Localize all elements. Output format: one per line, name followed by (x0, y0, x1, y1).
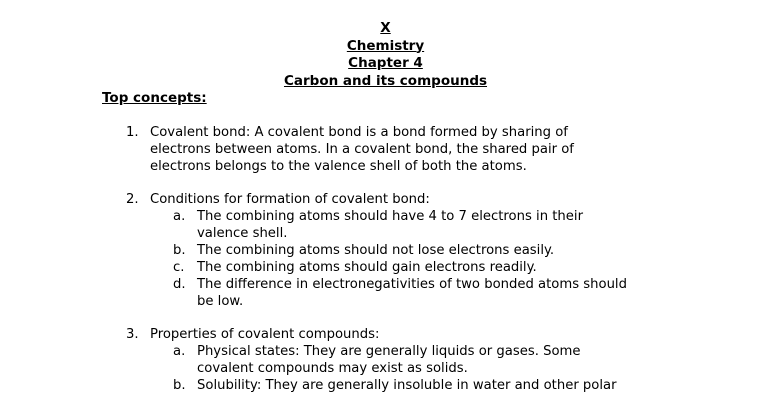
sub-item-letter: c. (173, 260, 185, 275)
sub-item-text (197, 242, 677, 259)
sub-item (0, 208, 771, 242)
text-line: be low. (197, 294, 244, 309)
sub-item-text (197, 343, 677, 377)
sub-item (0, 242, 771, 259)
text-line: Physical states: They are generally liquids or gases. Some (197, 344, 581, 359)
sub-item-letter: b. (173, 243, 186, 258)
sub-item-text (197, 259, 677, 276)
text-line: covalent compounds may exist as solids. (197, 361, 468, 376)
item-number: 3. (126, 327, 139, 342)
sub-item (0, 276, 771, 310)
sub-item (0, 259, 771, 276)
class-label: X (380, 20, 391, 36)
sub-item-letter: b. (173, 378, 186, 393)
text-line: electrons belongs to the valence shell of both the atoms. (150, 159, 527, 174)
list-item (0, 326, 771, 394)
sub-item-letter: a. (173, 344, 186, 359)
item-text: Conditions for formation of covalent bond: (150, 192, 430, 207)
section-heading: Top concepts: (102, 90, 207, 106)
chapter-label: Chapter 4 (348, 55, 423, 71)
sub-item-letter: a. (173, 209, 186, 224)
item-number: 2. (126, 192, 139, 207)
sub-item-text (197, 208, 677, 242)
sub-item (0, 377, 771, 394)
item-number: 1. (126, 125, 139, 140)
sub-item-text (197, 377, 677, 394)
text-line: electrons between atoms. In a covalent bond, the shared pair of (150, 142, 574, 157)
list-item (0, 191, 771, 310)
document-header (0, 20, 771, 90)
text-line: Solubility: They are generally insoluble in water and other polar (197, 378, 617, 393)
item-text (150, 124, 650, 175)
text-line: The difference in electronegativities of two bonded atoms should (197, 277, 627, 292)
item-text: Properties of covalent compounds: (150, 327, 380, 342)
chapter-title: Carbon and its compounds (283, 72, 488, 89)
text-line: Covalent bond: A covalent bond is a bond formed by sharing of (150, 125, 568, 140)
text-line: The combining atoms should not lose electrons easily. (197, 243, 555, 258)
list-item (0, 124, 771, 175)
sub-item (0, 343, 771, 377)
subject-title: Chemistry (346, 37, 425, 54)
sub-item-letter: d. (173, 277, 186, 292)
text-line: valence shell. (197, 226, 288, 241)
concept-list (0, 124, 771, 410)
sub-item-text (197, 276, 677, 310)
text-line: The combining atoms should have 4 to 7 electrons in their (197, 209, 583, 224)
text-line: The combining atoms should gain electrons readily. (197, 260, 537, 275)
